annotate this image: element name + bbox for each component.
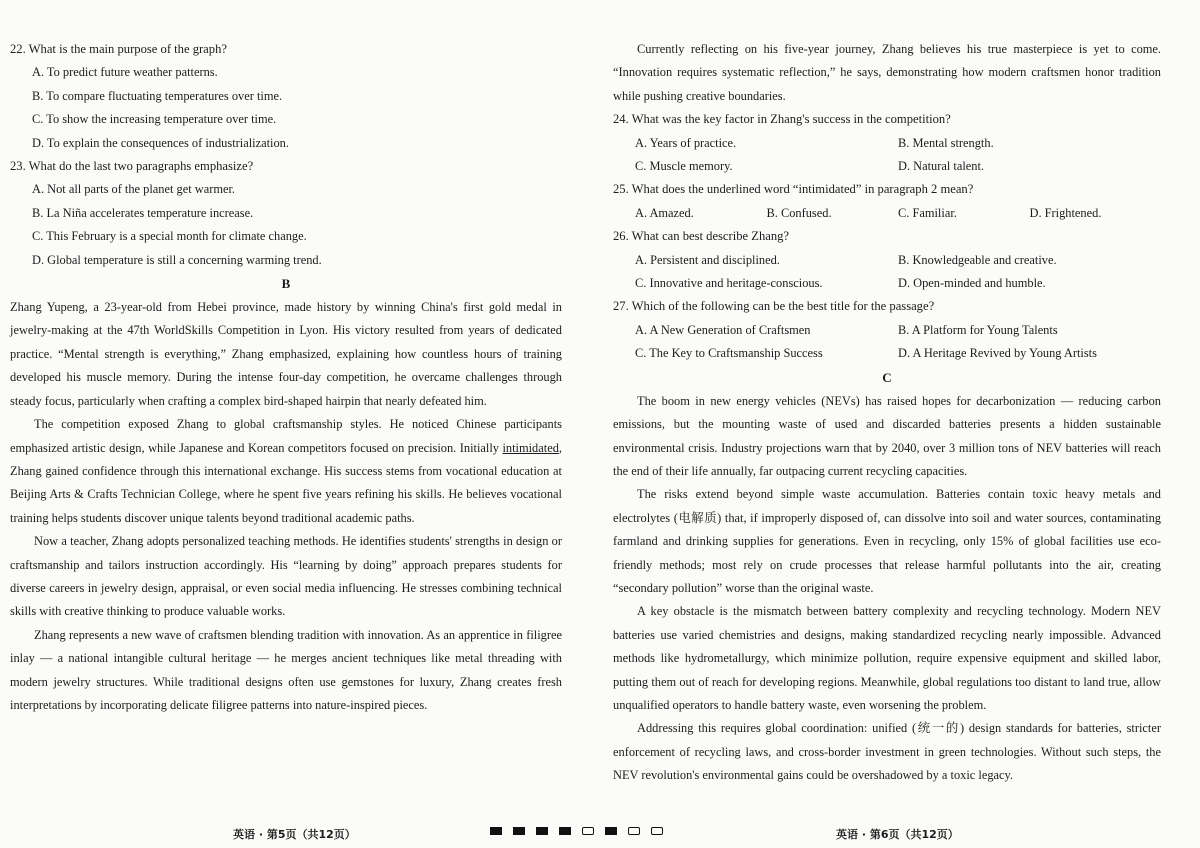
passage-b	[10, 296, 562, 717]
option-c: C. Muscle memory.	[635, 159, 733, 174]
right-column	[613, 38, 1161, 788]
option-c: C. Familiar.	[898, 205, 957, 220]
section-heading-b: B	[281, 276, 291, 292]
passage-paragraph: Zhang represents a new wave of craftsmen blending tradition with innovation. As an apprentice in filigree inlay — a national intangible cultural heritage — he merges ancient techniques like metal threading with modern jewelry structures. While traditional designs often use gemstones for luxury, Zhang creates fresh interpretations by incorporating delicate filigree patterns into nature-inspired pieces.	[10, 627, 562, 712]
question-27	[613, 295, 1161, 365]
passage-paragraph: Currently reflecting on his five-year journey, Zhang believes his true masterpiece is yet to come. “Innovation requires systematic reflection,” he says, demonstrating how modern craftsmen honor tradition while pushing creative boundaries.	[613, 42, 1161, 103]
hollow-mark-icon	[582, 827, 594, 835]
question-stem: 23. What do the last two paragraphs emphasize?	[10, 159, 254, 174]
question-stem: 26. What can best describe Zhang?	[613, 229, 790, 244]
option-row	[613, 249, 1161, 272]
left-column	[10, 38, 562, 717]
passage-c	[613, 390, 1161, 788]
section-heading-c: C	[882, 369, 892, 385]
option-b: B. Confused.	[766, 205, 832, 220]
question-25	[613, 178, 1161, 225]
page-footer: 英语 · 第6页（共12页）	[836, 828, 959, 841]
paragraph-text: , Zhang gained confidence through this international exchange. His success stems from vocational education at Beijing Arts & Crafts Technician College, where he spent five years refining his skills. He believes vocational training helps students discover unique talents beyond traditional academic paths.	[10, 440, 562, 525]
option-c: C. The Key to Craftsmanship Success	[635, 346, 823, 361]
question-stem: 24. What was the key factor in Zhang's success in the competition?	[613, 112, 951, 127]
option-row	[613, 132, 1161, 155]
option-a: A. Years of practice.	[635, 135, 737, 150]
option-a: A. Amazed.	[635, 205, 694, 220]
passage-paragraph	[10, 413, 562, 530]
option-d: D. Open-minded and humble.	[898, 276, 1046, 291]
option-row	[613, 202, 1161, 225]
option-a: A. To predict future weather patterns.	[32, 65, 218, 80]
passage-paragraph: Addressing this requires global coordination: unified (统一的) design standards for batteries, stricter enforcement of recycling laws, and cross-border investment in green technologies. Without such steps, the NEV revolution's environmental gains could be overshadowed by a toxic legacy.	[613, 721, 1161, 783]
option-row	[613, 319, 1161, 342]
filled-mark-icon	[536, 827, 548, 835]
option-d: D. Frightened.	[1029, 205, 1102, 220]
option-b: B. Mental strength.	[898, 135, 994, 150]
passage-paragraph: Zhang Yupeng, a 23-year-old from Hebei province, made history by winning China's first gold medal in jewelry-making at the 47th WorldSkills Competition in Lyon. His victory resulted from years of dedicated practice. “Mental strength is everything,” Zhang emphasized, explaining how countless hours of training developed his muscle memory. During the intense four-day competition, he overcame challenges through steady focus, particularly when crafting a complex bird-shaped hairpin that nearly defeated him.	[10, 300, 562, 408]
option-a: A. A New Generation of Craftsmen	[635, 322, 811, 337]
right-page	[603, 0, 1200, 848]
question-22	[10, 38, 562, 155]
option-b: B. A Platform for Young Talents	[898, 322, 1058, 337]
option-row	[613, 272, 1161, 295]
filled-mark-icon	[513, 827, 525, 835]
option-d: D. Natural talent.	[898, 159, 985, 174]
option-d: D. Global temperature is still a concerning warming trend.	[32, 252, 322, 267]
passage-paragraph: The boom in new energy vehicles (NEVs) has raised hopes for decarbonization — reducing carbon emissions, but the mounting waste of used and discarded batteries presents a hidden sustainable environmental crisis. Industry projections warn that by 2040, over 3 million tons of NEV batteries will reach the end of their life annually, far outpacing current recycling capacities.	[613, 393, 1161, 478]
question-stem: 25. What does the underlined word “intimidated” in paragraph 2 mean?	[613, 182, 974, 197]
option-d: D. A Heritage Revived by Young Artists	[898, 346, 1097, 361]
question-24	[613, 108, 1161, 178]
option-row	[613, 342, 1161, 365]
option-b: B. Knowledgeable and creative.	[898, 252, 1057, 267]
page-footer: 英语 · 第5页（共12页）	[233, 828, 356, 841]
option-b: B. La Niña accelerates temperature increase.	[32, 205, 254, 220]
passage-paragraph: The risks extend beyond simple waste accumulation. Batteries contain toxic heavy metals and electrolytes (电解质) that, if improperly disposed of, can dissolve into soil and water sources, contaminating farmland and drinking supplies for generations. Even in recycling, only 15% of global facilities use eco-friendly methods; most rely on crude processes that release harmful pollutants into the air, creating “secondary pollution” worse than the original waste.	[613, 487, 1161, 595]
passage-paragraph: Now a teacher, Zhang adopts personalized teaching methods. He identifies students' strengths in design or craftsmanship and tailors instruction accordingly. His “learning by doing” approach prepares students for diverse careers in jewelry design, appraisal, or even social media influencing. He stresses combining technical skills with creative thinking to produce valuable works.	[10, 534, 562, 619]
filled-mark-icon	[490, 827, 502, 835]
paragraph-text: The competition exposed Zhang to global craftsmanship styles. He noticed Chinese participants emphasized artistic design, while Japanese and Korean competitors focused on precision. Initially	[10, 417, 562, 455]
option-c: C. To show the increasing temperature over time.	[32, 112, 277, 127]
option-a: A. Not all parts of the planet get warmer.	[32, 182, 236, 197]
option-c: C. Innovative and heritage-conscious.	[635, 276, 823, 291]
question-23	[10, 155, 562, 272]
option-c: C. This February is a special month for climate change.	[32, 229, 307, 244]
question-stem: 22. What is the main purpose of the graph?	[10, 42, 227, 56]
option-d: D. To explain the consequences of industrialization.	[32, 135, 289, 150]
underlined-word: intimidated	[502, 440, 559, 455]
option-row	[613, 155, 1161, 178]
question-26	[613, 225, 1161, 295]
question-stem: 27. Which of the following can be the best title for the passage?	[613, 299, 935, 314]
left-page	[0, 0, 595, 848]
option-b: B. To compare fluctuating temperatures over time.	[32, 88, 283, 103]
passage-paragraph: A key obstacle is the mismatch between battery complexity and recycling technology. Modern NEV batteries use varied chemistries and designs, making standardized recycling nearly impossible. Advanced methods like hydrometallurgy, which minimize pollution, require expensive equipment and skilled labor, putting them out of reach for developing regions. Meanwhile, global regulations too distant to land true, allow unqualified operators to handle battery waste, even worsening the problem.	[613, 604, 1161, 712]
filled-mark-icon	[559, 827, 571, 835]
option-a: A. Persistent and disciplined.	[635, 252, 780, 267]
